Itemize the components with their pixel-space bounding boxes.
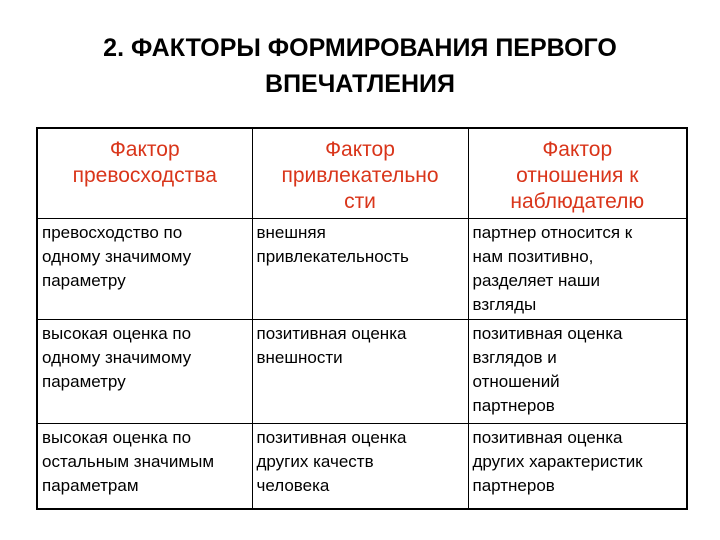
table-cell: позитивная оценка взглядов и отношений партнеров: [468, 319, 687, 423]
table-row: [37, 423, 687, 509]
table-cell: внешняя привлекательность: [252, 218, 468, 319]
header-attractiveness-factor: Фактор привлекательно сти: [252, 128, 468, 218]
table-cell: высокая оценка по одному значимому параметру: [37, 319, 252, 423]
factors-table: [36, 127, 688, 510]
table-row: [37, 218, 687, 319]
title-line-1: 2. ФАКТОРЫ ФОРМИРОВАНИЯ ПЕРВОГО: [103, 34, 617, 62]
table-cell: позитивная оценка других качеств человека: [252, 423, 468, 509]
header-superiority-factor: Фактор превосходства: [37, 128, 252, 218]
table-row: [37, 319, 687, 423]
header-attitude-factor: Фактор отношения к наблюдателю: [468, 128, 687, 218]
table-cell: позитивная оценка внешности: [252, 319, 468, 423]
title-line-2: ВПЕЧАТЛЕНИЯ: [265, 70, 455, 98]
table-header-row: [37, 128, 687, 218]
table-cell: партнер относится к нам позитивно, разделяет наши взгляды: [468, 218, 687, 319]
table-cell: позитивная оценка других характеристик партнеров: [468, 423, 687, 509]
table-cell: высокая оценка по остальным значимым параметрам: [37, 423, 252, 509]
page-title: [0, 30, 720, 102]
table-cell: превосходство по одному значимому параметру: [37, 218, 252, 319]
